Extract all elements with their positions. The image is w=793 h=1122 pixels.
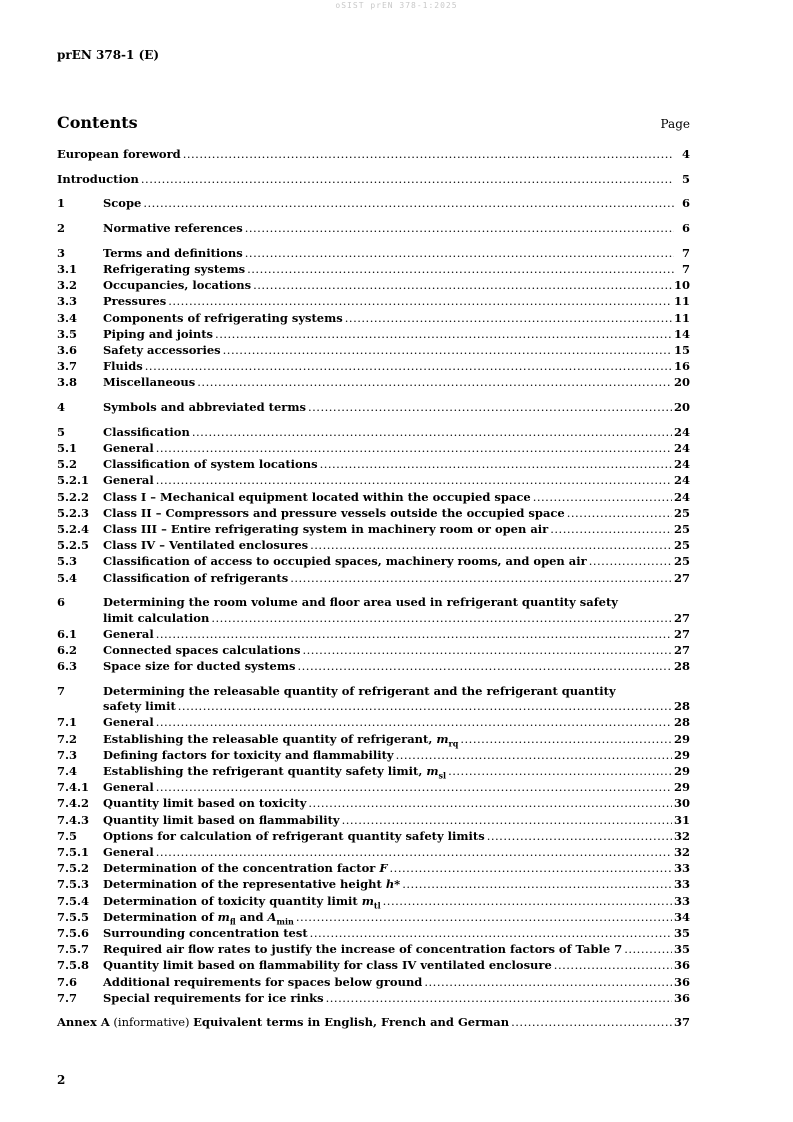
toc-number: 4 bbox=[57, 400, 66, 415]
toc-page: 24 bbox=[673, 424, 690, 439]
toc-number: 3.3 bbox=[57, 294, 78, 309]
toc-title: General bbox=[103, 780, 154, 795]
toc-page: 29 bbox=[673, 763, 690, 778]
toc-page: 28 bbox=[673, 715, 690, 730]
toc-title: Required air flow rates to justify the increase of concentration factors of Table 7 bbox=[103, 942, 623, 957]
toc-title: Classification of refrigerants bbox=[103, 570, 289, 585]
dot-leader bbox=[589, 553, 672, 569]
toc-entry[interactable] bbox=[57, 326, 690, 342]
toc-title: Determining the room volume and floor area used in refrigerant quantity safety bbox=[103, 595, 618, 610]
toc-page: 16 bbox=[673, 359, 690, 374]
dot-leader bbox=[192, 424, 672, 440]
toc-number: 2 bbox=[57, 221, 66, 236]
toc-page: 35 bbox=[673, 942, 690, 957]
dot-leader bbox=[383, 893, 672, 909]
toc-title-continued: safety limit bbox=[103, 699, 176, 714]
dot-leader bbox=[308, 399, 672, 415]
toc-title: Fluids bbox=[103, 359, 143, 374]
document-id: prEN 378-1 (E) bbox=[57, 48, 160, 62]
toc-number: 3.7 bbox=[57, 359, 78, 374]
toc-page: 29 bbox=[673, 747, 690, 762]
toc-title-continued: limit calculation bbox=[103, 610, 210, 625]
toc-title: Classification of system locations bbox=[103, 457, 318, 472]
toc-page: 7 bbox=[681, 245, 690, 260]
toc-number: 7.5.4 bbox=[57, 893, 90, 908]
dot-leader bbox=[550, 521, 672, 537]
toc-entry-annex[interactable] bbox=[57, 1014, 690, 1030]
toc-title: Normative references bbox=[103, 221, 243, 236]
toc-page: 37 bbox=[673, 1015, 690, 1030]
toc-number: 6 bbox=[57, 595, 66, 610]
toc-number: 3.4 bbox=[57, 310, 78, 325]
toc-entry-line1[interactable] bbox=[57, 594, 690, 610]
dot-leader bbox=[156, 472, 672, 488]
toc-number: 5.2.3 bbox=[57, 505, 90, 520]
toc-number: 5.2.4 bbox=[57, 522, 90, 537]
toc-number: 6.3 bbox=[57, 659, 78, 674]
toc-page: 25 bbox=[673, 522, 690, 537]
toc-entry[interactable] bbox=[57, 658, 690, 674]
toc-title: Determination of the representative height h* bbox=[103, 877, 401, 892]
toc-page: 7 bbox=[681, 262, 690, 277]
toc-page: 28 bbox=[673, 659, 690, 674]
toc-title: Piping and joints bbox=[103, 326, 214, 341]
dot-leader bbox=[448, 763, 672, 779]
toc-number: 3.1 bbox=[57, 262, 78, 277]
toc-number: 3.2 bbox=[57, 278, 78, 293]
toc-page: 25 bbox=[673, 505, 690, 520]
toc-entry[interactable] bbox=[57, 909, 690, 925]
dot-leader bbox=[624, 941, 672, 957]
toc-page: 29 bbox=[673, 731, 690, 746]
dot-leader bbox=[290, 570, 672, 586]
toc-entry-line2[interactable] bbox=[57, 610, 690, 626]
toc-page: 27 bbox=[673, 642, 690, 657]
dot-leader bbox=[487, 828, 672, 844]
toc-entry[interactable] bbox=[57, 731, 690, 747]
toc-entry[interactable] bbox=[57, 261, 690, 277]
toc-entry[interactable] bbox=[57, 358, 690, 374]
toc-entry[interactable] bbox=[57, 342, 690, 358]
toc-entry[interactable] bbox=[57, 812, 690, 828]
toc-entry[interactable] bbox=[57, 537, 690, 553]
dot-leader bbox=[424, 974, 672, 990]
toc-title: Classification bbox=[103, 424, 190, 439]
toc-number: 6.1 bbox=[57, 626, 78, 641]
dot-leader bbox=[296, 909, 672, 925]
toc-page: 14 bbox=[673, 326, 690, 341]
dot-leader bbox=[156, 844, 672, 860]
toc-number: 7.5.8 bbox=[57, 958, 90, 973]
toc-entry[interactable] bbox=[57, 521, 690, 537]
toc-page: 36 bbox=[673, 990, 690, 1005]
toc-number: 5.2.1 bbox=[57, 473, 90, 488]
toc-entry[interactable] bbox=[57, 195, 690, 211]
toc-entry[interactable] bbox=[57, 293, 690, 309]
toc-number: 7.5.2 bbox=[57, 861, 90, 876]
toc-number: 5.2.2 bbox=[57, 489, 90, 504]
toc-page: 25 bbox=[673, 538, 690, 553]
toc-number: 7.2 bbox=[57, 731, 78, 746]
toc-entry[interactable] bbox=[57, 642, 690, 658]
toc-title: Quantity limit based on toxicity bbox=[103, 796, 307, 811]
toc-title: Quantity limit based on flammability bbox=[103, 812, 340, 827]
toc-entry[interactable] bbox=[57, 844, 690, 860]
dot-leader bbox=[297, 658, 672, 674]
toc-page: 29 bbox=[673, 780, 690, 795]
toc-page: 24 bbox=[673, 473, 690, 488]
toc-page: 6 bbox=[681, 196, 690, 211]
toc-page: 32 bbox=[673, 828, 690, 843]
toc-title: Occupancies, locations bbox=[103, 278, 252, 293]
toc-entry[interactable] bbox=[57, 220, 690, 236]
dot-leader bbox=[402, 876, 672, 892]
toc-title: Defining factors for toxicity and flammability bbox=[103, 747, 394, 762]
toc-number: 5.2 bbox=[57, 457, 78, 472]
toc-entry[interactable] bbox=[57, 310, 690, 326]
toc-page: 10 bbox=[673, 278, 690, 293]
page-number: 2 bbox=[57, 1073, 66, 1087]
toc-page: 32 bbox=[673, 844, 690, 859]
dot-leader bbox=[223, 342, 672, 358]
toc-number: 7.5.6 bbox=[57, 925, 90, 940]
toc-page: 33 bbox=[673, 893, 690, 908]
toc-entry[interactable] bbox=[57, 374, 690, 390]
dot-leader bbox=[320, 456, 672, 472]
dot-leader bbox=[460, 731, 672, 747]
toc-entry[interactable] bbox=[57, 860, 690, 876]
toc-title: Quantity limit based on flammability for class IV ventilated enclosure bbox=[103, 958, 552, 973]
dot-leader bbox=[156, 779, 672, 795]
toc-page: 6 bbox=[681, 221, 690, 236]
toc-page: 11 bbox=[673, 294, 690, 309]
toc-page: 20 bbox=[673, 375, 690, 390]
toc-number: 7.1 bbox=[57, 715, 78, 730]
dot-leader bbox=[143, 195, 674, 211]
toc-entry[interactable] bbox=[57, 795, 690, 811]
watermark: oSIST prEN 378-1:2025 bbox=[335, 1, 458, 10]
toc-page: 27 bbox=[673, 570, 690, 585]
toc-entry[interactable] bbox=[57, 424, 690, 440]
toc-entry[interactable] bbox=[57, 440, 690, 456]
dot-leader bbox=[345, 310, 672, 326]
dot-leader bbox=[156, 440, 672, 456]
toc-entry[interactable] bbox=[57, 245, 690, 261]
dot-leader bbox=[533, 489, 672, 505]
dot-leader bbox=[390, 860, 672, 876]
dot-leader bbox=[326, 990, 672, 1006]
toc-title: General bbox=[103, 626, 154, 641]
dot-leader bbox=[310, 537, 672, 553]
toc-title: Symbols and abbreviated terms bbox=[103, 400, 306, 415]
toc-entry[interactable] bbox=[57, 553, 690, 569]
toc-number: 5.1 bbox=[57, 441, 78, 456]
dot-leader bbox=[211, 610, 672, 626]
toc-number: 7.5.7 bbox=[57, 942, 90, 957]
toc-page: 15 bbox=[673, 343, 690, 358]
contents-heading: Contents bbox=[57, 113, 138, 132]
dot-leader bbox=[511, 1014, 672, 1030]
toc-title: Class II – Compressors and pressure vessels outside the occupied space bbox=[103, 505, 565, 520]
toc-number: 5.2.5 bbox=[57, 538, 90, 553]
toc-page: 35 bbox=[673, 925, 690, 940]
toc-entry[interactable] bbox=[57, 747, 690, 763]
toc-number: 5.3 bbox=[57, 554, 78, 569]
dot-leader bbox=[247, 261, 674, 277]
toc-number: 5 bbox=[57, 424, 66, 439]
toc-entry[interactable] bbox=[57, 714, 690, 730]
toc-number: 7.5.3 bbox=[57, 877, 90, 892]
toc-entry[interactable] bbox=[57, 876, 690, 892]
toc-title: General bbox=[103, 473, 154, 488]
toc-number: 7.4 bbox=[57, 763, 78, 778]
dot-leader bbox=[197, 374, 672, 390]
toc-page: 25 bbox=[673, 554, 690, 569]
toc-page: 27 bbox=[673, 610, 690, 625]
toc-title: Establishing the refrigerant quantity safety limit, $m_{sl}$ bbox=[103, 763, 447, 781]
toc-entry[interactable] bbox=[57, 489, 690, 505]
toc-entry-line1[interactable] bbox=[57, 683, 690, 699]
dot-leader bbox=[310, 925, 672, 941]
table-of-contents bbox=[57, 146, 690, 1031]
toc-title: Annex A (informative) Equivalent terms in English, French and German bbox=[57, 1015, 510, 1030]
toc-number: 7.5 bbox=[57, 828, 78, 843]
toc-page: 27 bbox=[673, 626, 690, 641]
toc-title: General bbox=[103, 441, 154, 456]
toc-entry[interactable] bbox=[57, 626, 690, 642]
toc-title: Determination of toxicity quantity limit $m_{tl}$ bbox=[103, 893, 381, 910]
toc-page: 31 bbox=[673, 812, 690, 827]
toc-entry[interactable] bbox=[57, 146, 690, 162]
toc-entry[interactable] bbox=[57, 941, 690, 957]
toc-page: 11 bbox=[673, 310, 690, 325]
toc-title: Determination of the concentration factor F bbox=[103, 861, 388, 876]
toc-entry[interactable] bbox=[57, 779, 690, 795]
dot-leader bbox=[253, 277, 672, 293]
toc-page: 33 bbox=[673, 877, 690, 892]
dot-leader bbox=[396, 747, 672, 763]
toc-entry[interactable] bbox=[57, 505, 690, 521]
toc-entry[interactable] bbox=[57, 472, 690, 488]
toc-number: 3 bbox=[57, 245, 66, 260]
toc-entry[interactable] bbox=[57, 828, 690, 844]
toc-entry[interactable] bbox=[57, 925, 690, 941]
toc-title: Safety accessories bbox=[103, 343, 221, 358]
toc-entry[interactable] bbox=[57, 990, 690, 1006]
toc-title: Surrounding concentration test bbox=[103, 925, 308, 940]
toc-number: 3.5 bbox=[57, 326, 78, 341]
toc-entry[interactable] bbox=[57, 277, 690, 293]
toc-title: Options for calculation of refrigerant quantity safety limits bbox=[103, 828, 485, 843]
toc-title: General bbox=[103, 715, 154, 730]
toc-page: 20 bbox=[673, 400, 690, 415]
toc-title: Scope bbox=[103, 196, 142, 211]
toc-number: 7.7 bbox=[57, 990, 78, 1005]
dot-leader bbox=[308, 795, 672, 811]
toc-title: Class III – Entire refrigerating system in machinery room or open air bbox=[103, 522, 549, 537]
toc-number: 6.2 bbox=[57, 642, 78, 657]
toc-page: 24 bbox=[673, 441, 690, 456]
toc-page: 5 bbox=[681, 171, 690, 186]
toc-entry[interactable] bbox=[57, 957, 690, 973]
toc-entry[interactable] bbox=[57, 570, 690, 586]
toc-entry[interactable] bbox=[57, 456, 690, 472]
toc-title: Miscellaneous bbox=[103, 375, 196, 390]
dot-leader bbox=[245, 220, 674, 236]
dot-leader bbox=[178, 698, 672, 714]
toc-number: 7 bbox=[57, 683, 66, 698]
toc-page: 34 bbox=[673, 909, 690, 924]
toc-number: 7.3 bbox=[57, 747, 78, 762]
toc-number: 3.6 bbox=[57, 343, 78, 358]
toc-number: 7.4.3 bbox=[57, 812, 90, 827]
toc-number: 7.6 bbox=[57, 974, 78, 989]
dot-leader bbox=[215, 326, 672, 342]
dot-leader bbox=[554, 957, 672, 973]
toc-page: 36 bbox=[673, 974, 690, 989]
toc-title: Establishing the releasable quantity of refrigerant, $m_{rq}$ bbox=[103, 731, 459, 748]
dot-leader bbox=[156, 626, 672, 642]
toc-number: 1 bbox=[57, 196, 66, 211]
toc-number: 7.5.1 bbox=[57, 844, 90, 859]
toc-title: Introduction bbox=[57, 171, 139, 186]
toc-title: Refrigerating systems bbox=[103, 262, 246, 277]
toc-page: 24 bbox=[673, 457, 690, 472]
page-column-header: Page bbox=[660, 117, 690, 131]
toc-title: Determination of $m_{fl}$ and $A_{min}$ bbox=[103, 909, 294, 927]
toc-page: 4 bbox=[681, 147, 690, 161]
toc-entry[interactable] bbox=[57, 763, 690, 779]
toc-title: Space size for ducted systems bbox=[103, 659, 296, 674]
toc-entry[interactable] bbox=[57, 171, 690, 187]
toc-number: 5.4 bbox=[57, 570, 78, 585]
toc-title: General bbox=[103, 844, 154, 859]
toc-number: 3.8 bbox=[57, 375, 78, 390]
toc-entry[interactable] bbox=[57, 974, 690, 990]
dot-leader bbox=[342, 812, 672, 828]
dot-leader bbox=[141, 171, 674, 187]
toc-title: Pressures bbox=[103, 294, 167, 309]
toc-title: Special requirements for ice rinks bbox=[103, 990, 324, 1005]
toc-page: 36 bbox=[673, 958, 690, 973]
toc-page: 28 bbox=[673, 699, 690, 714]
dot-leader bbox=[156, 714, 672, 730]
toc-entry-line2[interactable] bbox=[57, 698, 690, 714]
toc-title: Terms and definitions bbox=[103, 245, 243, 260]
toc-title: Determining the releasable quantity of refrigerant and the refrigerant quantity bbox=[103, 683, 616, 698]
toc-title: Class I – Mechanical equipment located within the occupied space bbox=[103, 489, 531, 504]
toc-title: Class IV – Ventilated enclosures bbox=[103, 538, 309, 553]
toc-title: Connected spaces calculations bbox=[103, 642, 301, 657]
toc-number: 7.4.1 bbox=[57, 780, 90, 795]
toc-page: 33 bbox=[673, 861, 690, 876]
dot-leader bbox=[567, 505, 672, 521]
dot-leader bbox=[145, 358, 672, 374]
dot-leader bbox=[168, 293, 672, 309]
toc-title: Classification of access to occupied spaces, machinery rooms, and open air bbox=[103, 554, 587, 569]
dot-leader bbox=[183, 146, 674, 162]
toc-title: European foreword bbox=[57, 147, 181, 161]
toc-title: Additional requirements for spaces below ground bbox=[103, 974, 423, 989]
dot-leader bbox=[303, 642, 672, 658]
toc-number: 7.4.2 bbox=[57, 796, 90, 811]
toc-entry[interactable] bbox=[57, 399, 690, 415]
toc-entry[interactable] bbox=[57, 893, 690, 909]
toc-title: Components of refrigerating systems bbox=[103, 310, 343, 325]
toc-page: 30 bbox=[673, 796, 690, 811]
toc-number: 7.5.5 bbox=[57, 909, 90, 924]
dot-leader bbox=[245, 245, 674, 261]
toc-page: 24 bbox=[673, 489, 690, 504]
